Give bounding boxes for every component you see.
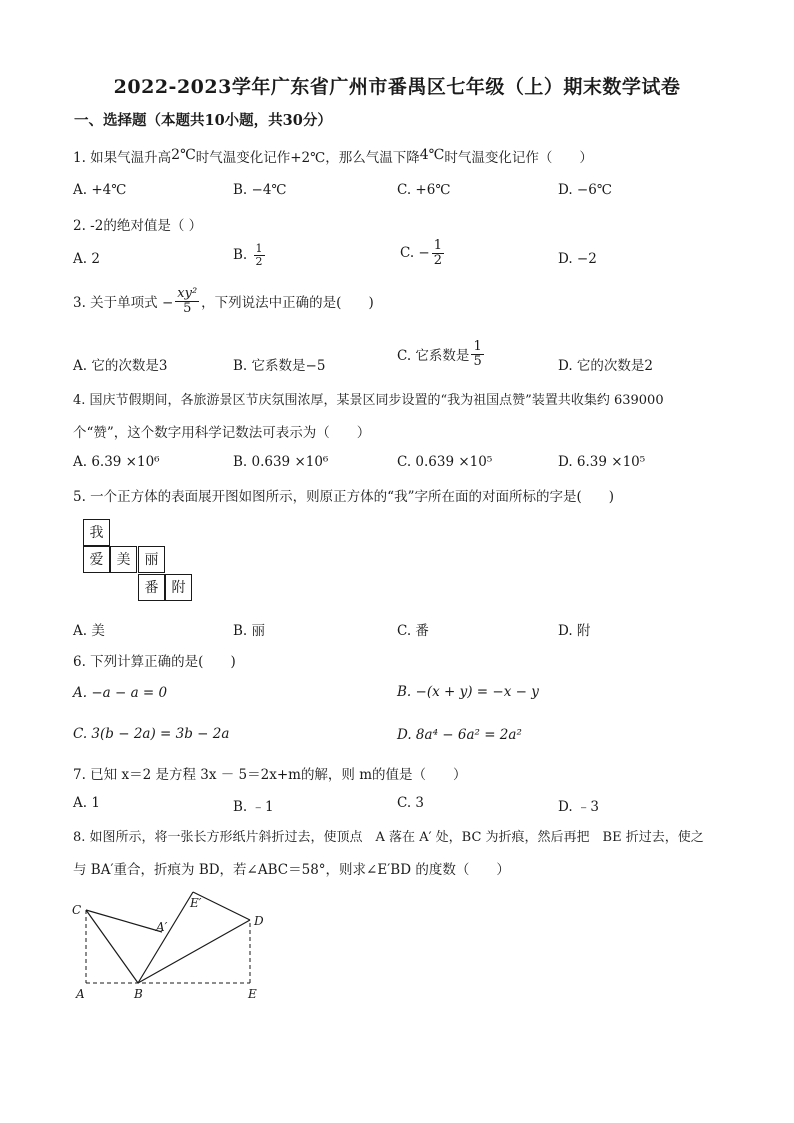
fraction-numerator: 1: [433, 238, 443, 253]
crease-cb: [86, 910, 138, 983]
q1-option-a[interactable]: A. +4℃: [73, 182, 127, 198]
q3-option-d[interactable]: D. 它的次数是2: [558, 358, 654, 374]
q2-option-b-fraction: [254, 243, 265, 267]
q2-option-c-label: C. −: [400, 245, 430, 262]
q4-option-a[interactable]: A. 6.39 ×10⁶: [73, 454, 160, 470]
q2-option-b[interactable]: [233, 243, 267, 267]
q5-option-b[interactable]: B. 丽: [233, 623, 266, 639]
q3-fraction: [175, 287, 199, 315]
q1-option-c[interactable]: C. +6℃: [397, 182, 451, 198]
question-8-line-1: 8. 如图所示，将一张长方形纸片斜折过去，使顶点 A 落在 A′ 处，BC 为折痕，然后再把 BE 折过去，使之: [73, 830, 704, 845]
q1-text-d: 时气温变化记作（ ）: [444, 150, 593, 166]
q3-text-a: 3. 关于单项式 −: [73, 295, 174, 312]
q7-option-b[interactable]: B. ﹣1: [233, 799, 274, 815]
q3-option-b[interactable]: B. 它系数是−5: [233, 358, 326, 374]
question-8-line-2: 与 BA′重合，折痕为 BD，若∠ABC＝58°，则求∠E′BD 的度数（ ）: [73, 862, 510, 878]
q1-value-3: 4℃: [419, 147, 445, 163]
net-cell-mei: 美: [110, 546, 137, 573]
q2-option-b-label: B.: [233, 247, 248, 264]
q6-option-d[interactable]: D. 8a⁴ − 6a² = 2a²: [397, 727, 522, 743]
q2-option-c[interactable]: [400, 239, 446, 267]
folding-diagram: [70, 880, 290, 1005]
question-6: 6. 下列计算正确的是( ): [73, 654, 236, 670]
label-a-prime: A′: [156, 920, 168, 934]
edge-be-prime: [138, 892, 193, 983]
q4-option-b[interactable]: B. 0.639 ×10⁶: [233, 454, 329, 470]
fraction-numerator: 1: [473, 339, 482, 354]
fraction-numerator: 1: [255, 242, 263, 255]
q1-text-a: 1. 如果气温升高: [73, 150, 172, 166]
fraction-denominator: 5: [473, 353, 482, 369]
q7-option-a[interactable]: A. 1: [73, 795, 100, 811]
net-cell-wo: 我: [83, 519, 110, 546]
q1-text-c: ，那么气温下降: [325, 150, 420, 166]
q5-option-c[interactable]: C. 番: [397, 623, 429, 639]
edge-e-prime-d: [193, 892, 250, 920]
fraction-denominator: 2: [433, 252, 443, 268]
q1-value-2: +2℃: [290, 150, 326, 166]
q4-option-c[interactable]: C. 0.639 ×10⁵: [397, 454, 493, 470]
net-cell-ai: 爱: [83, 546, 110, 573]
question-7: 7. 已知 x＝2 是方程 3x － 5＝2x+m的解，则 m的值是（ ）: [73, 767, 467, 783]
q6-option-c[interactable]: C. 3(b − 2a) = 3b − 2a: [73, 726, 230, 742]
net-cell-fu: 附: [165, 574, 192, 601]
edge-ca-prime: [86, 910, 162, 932]
q5-option-a[interactable]: A. 美: [73, 623, 105, 639]
q2-option-c-fraction: [432, 239, 444, 267]
fraction-denominator: 2: [255, 254, 263, 268]
label-d: D: [254, 914, 264, 928]
question-2: 2. -2的绝对值是（ ）: [73, 218, 203, 234]
question-3: [73, 287, 374, 315]
page-title: 2022-2023学年广东省广州市番禺区七年级（上）期末数学试卷: [113, 76, 681, 98]
label-e-prime: E′: [190, 896, 202, 910]
label-a: A: [76, 987, 85, 1001]
fraction-denominator: 5: [183, 300, 192, 316]
section-heading: 一、选择题（本题共10小题，共30分）: [74, 112, 332, 129]
net-cell-li: 丽: [138, 546, 165, 573]
q1-option-b[interactable]: B. −4℃: [233, 182, 287, 198]
q7-option-d[interactable]: D. ﹣3: [558, 799, 600, 815]
question-1: [73, 146, 593, 166]
q3-option-c-fraction: [471, 340, 483, 368]
q1-text-b: 时气温变化记作: [195, 150, 291, 166]
q3-option-a[interactable]: A. 它的次数是3: [73, 358, 168, 374]
q3-option-c[interactable]: [397, 340, 486, 368]
label-e: E: [248, 987, 257, 1001]
q6-option-a[interactable]: A. −a − a = 0: [73, 685, 168, 701]
q6-option-b[interactable]: B. −(x + y) = −x − y: [397, 684, 539, 700]
q1-value-1: 2℃: [171, 147, 196, 163]
q3-option-c-label: C. 它系数是: [397, 348, 470, 365]
q2-option-d[interactable]: D. −2: [558, 251, 597, 267]
q2-option-a[interactable]: A. 2: [73, 251, 100, 267]
label-b: B: [134, 987, 143, 1001]
q7-option-c[interactable]: C. 3: [397, 795, 425, 811]
q3-text-b: ，下列说法中正确的是( ): [201, 295, 374, 312]
question-4-line-2: 个“赞”，这个数字用科学记数法可表示为（ ）: [73, 425, 371, 441]
label-c: C: [72, 903, 82, 917]
fraction-numerator: xy²: [177, 286, 198, 301]
question-4-line-1: 4. 国庆节假期间，各旅游景区节庆氛围浓厚，某景区同步设置的“我为祖国点赞”装置共收集约 639000: [73, 393, 664, 408]
q1-option-d[interactable]: D. −6℃: [558, 182, 612, 198]
q4-option-d[interactable]: D. 6.39 ×10⁵: [558, 454, 646, 470]
q5-option-d[interactable]: D. 附: [558, 623, 591, 639]
net-cell-fan: 番: [138, 574, 165, 601]
question-5: 5. 一个正方体的表面展开图如图所示，则原正方体的“我”字所在面的对面所标的字是( ): [73, 489, 615, 505]
